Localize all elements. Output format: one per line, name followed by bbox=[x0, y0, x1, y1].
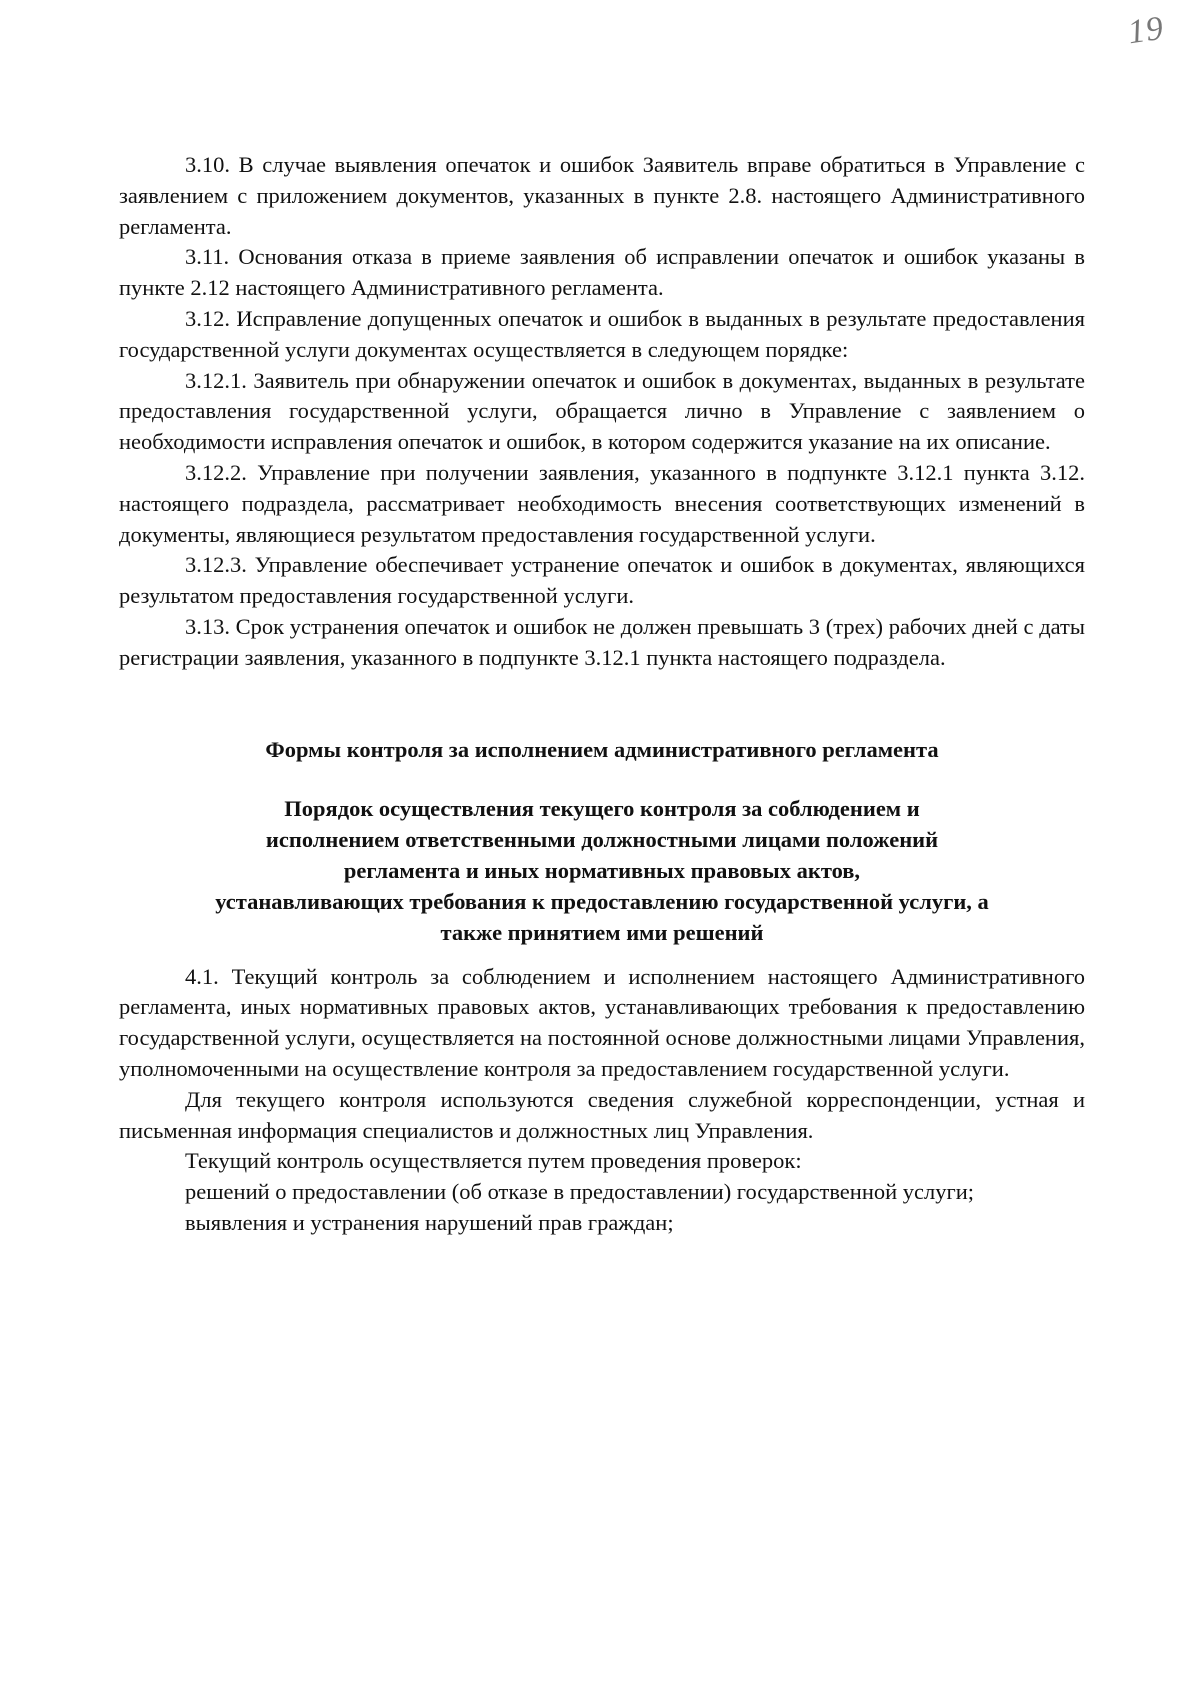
paragraph-check-violations: выявления и устранения нарушений прав граждан; bbox=[185, 1209, 674, 1235]
paragraph-check-decisions: решений о предоставлении (об отказе в предоставлении) государственной услуги; bbox=[185, 1179, 975, 1205]
subsection-heading-current-control bbox=[119, 793, 1085, 948]
paragraph-control-sources: Для текущего контроля используются сведения служебной корреспонденции, устная и письменная информация специалистов и должностных лиц Управления. bbox=[119, 1086, 1085, 1143]
paragraph-3-12-1: 3.12.1. Заявитель при обнаружении опечаток и ошибок в документах, выданных в результате предоставления государственной услуги, обращается лично в Управление с заявлением о необходимости исправления опечаток и ошибок, в котором содержится указание на их описание. bbox=[119, 367, 1085, 455]
heading-line: исполнением ответственными должностными лицами положений bbox=[265, 826, 939, 852]
heading-line: также принятием ими решений bbox=[440, 919, 764, 945]
paragraph-3-12-2: 3.12.2. Управление при получении заявления, указанного в подпункте 3.12.1 пункта 3.12. настоящего подраздела, рассматривает необходимость внесения соответствующих изменений в документы, являющиеся результатом предоставления государственной услуги. bbox=[119, 459, 1085, 547]
paragraph-3-12: 3.12. Исправление допущенных опечаток и ошибок в выданных в результате предоставления государственной услуги документах осуществляется в следующем порядке: bbox=[119, 305, 1085, 362]
paragraph-3-11: 3.11. Основания отказа в приеме заявления об исправлении опечаток и ошибок указаны в пункте 2.12 настоящего Административного регламента. bbox=[119, 244, 1085, 301]
paragraph-3-13: 3.13. Срок устранения опечаток и ошибок не должен превышать 3 (трех) рабочих дней с даты регистрации заявления, указанного в подпункте 3.12.1 пункта настоящего подраздела. bbox=[119, 613, 1085, 670]
paragraph-control-checks: Текущий контроль осуществляется путем проведения проверок: bbox=[185, 1148, 802, 1174]
section-heading-forms-of-control: Формы контроля за исполнением административного регламента bbox=[265, 736, 939, 762]
paragraph-3-10: 3.10. В случае выявления опечаток и ошибок Заявитель вправе обратиться в Управление с заявлением с приложением документов, указанных в пункте 2.8. настоящего Административного регламента. bbox=[119, 152, 1085, 239]
document-body bbox=[119, 150, 1085, 1239]
paragraph-4-1: 4.1. Текущий контроль за соблюдением и исполнением настоящего Административного регламента, иных нормативных правовых актов, устанавливающих требования к предоставлению государственной услуги, осуществляется на постоянной основе должностными лицами Управления, уполномоченными на осуществление контроля за предоставлением государственной услуги. bbox=[119, 963, 1085, 1081]
heading-line: устанавливающих требования к предоставлению государственной услуги, а bbox=[215, 888, 989, 914]
heading-line: регламента и иных нормативных правовых актов, bbox=[343, 857, 861, 883]
heading-line: Порядок осуществления текущего контроля за соблюдением и bbox=[284, 795, 920, 821]
handwritten-page-number: 19 bbox=[1125, 9, 1167, 52]
paragraph-3-12-3: 3.12.3. Управление обеспечивает устранение опечаток и ошибок в документах, являющихся результатом предоставления государственной услуги. bbox=[119, 552, 1085, 609]
